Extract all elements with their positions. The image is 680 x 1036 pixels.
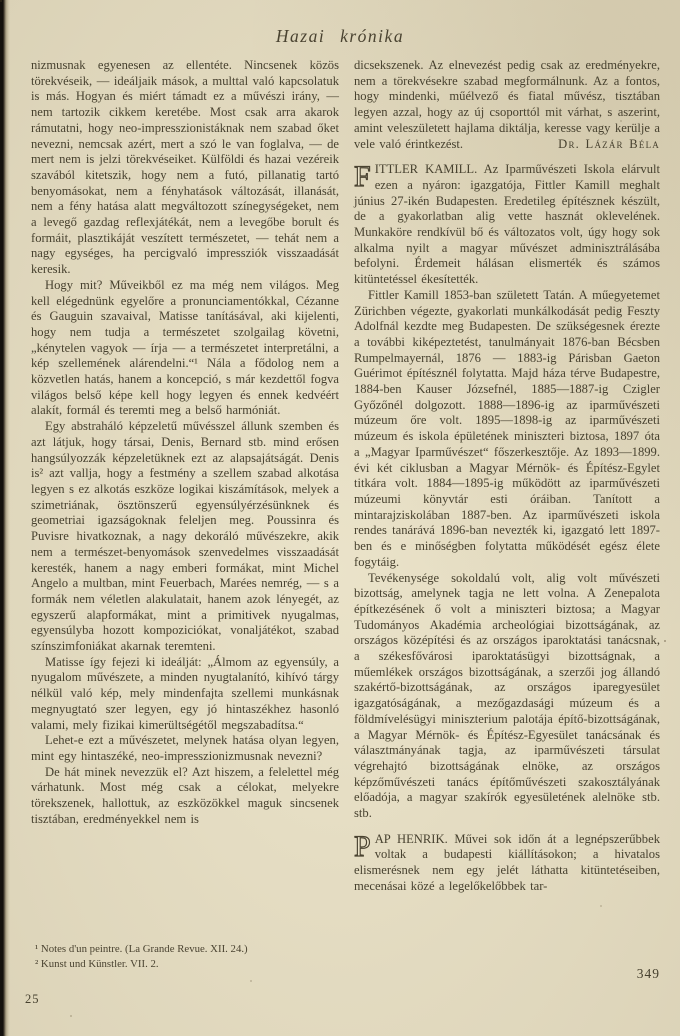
obituary-section-pap bbox=[354, 829, 660, 895]
paragraph: Lehet-e ezt a művészetet, melynek hatása olyan legyen, mint egy hintaszéké, neo-impresszionizmusnak nevezni? bbox=[31, 733, 339, 763]
paper-specks bbox=[0, 0, 2, 2]
section-text: AP HENRIK. Művei sok időn át a legnépszerűbbek voltak a budapesti kiállításokon; a hivatalos elismerésnek nem egy jelét láthatta kitüntetéseiben, mecenásai közé a legelőkelőbbek tar- bbox=[354, 831, 660, 893]
page-binding-edge bbox=[0, 0, 10, 1036]
obituary-section-fittler bbox=[354, 162, 660, 288]
author-signature: Dr. Lázár Béla bbox=[558, 136, 660, 151]
paragraph: Matisse így fejezi ki ideálját: „Álmom az egyensúly, a nyugalom művészete, a minden nyugtalanító, kihívó tárgy nélkül való kép, mely mindenfajta szellemi munkásnak megnyugtató szer legyen, egy jó hintaszékhez hasonló valami, mely fizikai kimerültségétől megszabadítsa.“ bbox=[31, 654, 339, 732]
paragraph: Tevékenysége sokoldalú volt, alig volt művészeti bizottság, amelynek tagja ne lett volna. A Zenepalota építkezésének ő volt a miniszteri biztosa; a Magyar Tudományos Akadémia archeológiai bizottságának, az országos középítési és az országos iparoktatási tanácsnak, a székesfővárosi iparoktatásügyi bizottságnak, a műemlékek országos bizottságának, a szerzői jog állandó szakértő-bizottságának, az országos iparegyesület igazgatóságának, a mezőgazdasági múzeum és a földmívelésügyi miniszterium palotája építő-bizottságának, a Magyar Mérnök- és Építész-Egyesület tanácsának és választmányának tagja, az iparművészeti társulat végrehajtó bizottságának elnöke, az országos képzőművészeti tanács építőművészeti szakosztályának előadója, a magyar szakírók egyesületének alelnöke stb. stb. bbox=[354, 570, 660, 821]
drop-cap-initial: F bbox=[354, 160, 371, 194]
drop-cap-initial: P bbox=[354, 829, 371, 863]
page-number-right: 349 bbox=[636, 966, 660, 981]
page-number-left: 25 bbox=[25, 992, 40, 1006]
right-column bbox=[354, 58, 660, 895]
paragraph: Fittler Kamill 1853-ban született Tatán. A műegyetemet Zürichben végezte, gyakorlati munkálkodását pedig Feszty Adolfnál kezdte meg Budapesten. De szükségesnek érezte a további kiképeztetést, tanulmányait 1876-ban Bécsben Rumpelmayernál, 1876 — 1883-ig Párisban Gaeton Guérimot építésznél folytatta. Majd háza térve Budapestre, 1884-ben Kauser Józsefnél, 1885—1887-ig Czigler Győzőnél dolgozott. 1888—1896-ig az iparművészeti múzeum őre volt. 1895—1898-ig az iparművészeti múzeum és iskola épületének miniszteri biztosa, 1897 óta a „Magyar Iparművészet“ főszerkesztője. Az 1893—1899. évi két ciklusban a Magyar Mérnök- és Építész-Egylet titkára volt. 1884—1895-ig működött az iparművészeti múzeumi könyvtár esti óráiban. Tanított a mintarajziskolában 1887-ben. Az iparművészeti iskola rendes tanárává 1896-ban nevezték ki, igazgató lett 1897-ben és e minőségben folytatta működését egész élete fogytáig. bbox=[354, 287, 660, 569]
paragraph: nizmusnak egyenesen az ellentéte. Nincsenek közös törekvéseik, — ideáljaik mások, a multtal való kapcsolatuk is más. Hogyan és miért támadt ez a művészi irány, — nem tartozik cikkem keretébe. Most csak arra akarok rámutatni, hogy neo-impresszionistáknak nem szabad őket nevezni, nemcsak azért, mert a szó le van foglalva, — de mert nem is jelzi törekvéseiket. Külföldi és hazai vezéreik szavából kitetszik, hogy nem a futó, pillanatig tartó benyomásokat, nem a fényhatások változását, illanását, nem a fény hatása alatt megváltozott színegységeket, nem a levegő gazdag reflexjátékát, nem a levegőbe borult és formáit, plasztikáját veszített természetet, — tehát nem a nagy egységes, ha percigvaló impressziók visszaadását keresik. bbox=[31, 58, 339, 277]
footnote-2: ² Kunst und Künstler. VII. 2. bbox=[35, 957, 159, 970]
paragraph: Hogy mit? Műveikből ez ma még nem világos. Meg kell elégednünk egyelőre a pronunciamentókkal, Cézanne és Gauguin szavaival, Matisse tanításával, aki kijelenti, hogy nem tudja a természetet szolgailag követni, „kénytelen vagyok — írja — a természetet interpretálni, a kép szellemének alárendelni.“¹ Nála a fődolog nem a közvetlen hatás, hanem a koncepció, s már kezdettől fogva világos belső képe kell hogy legyen és ennek kedvéért alakít, formál és teremti meg a belső harmóniát. bbox=[31, 277, 339, 418]
paragraph-text: dicsekszenek. Az elnevezést pedig csak az eredményekre, nem a törekvésekre szabad megformálnunk. Az a fontos, hogy mindenki, műélvező és fiatal művész, tisztában legyen azzal, hogy az új csoporttól mit várhat, s aszerint, amint veleszületett hajlama diktálja, keresse vagy kerülje a vele való érintkezést. bbox=[354, 58, 660, 151]
paragraph: De hát minek nevezzük el? Azt hiszem, a felelettel még várhatunk. Most még csak a célokat, melyekre törekszenek, hallottuk, az eszközökkel maguk sincsenek tisztában, eredményekkel nem is bbox=[31, 764, 339, 826]
left-column bbox=[31, 58, 339, 827]
footnote-1: ¹ Notes d'un peintre. (La Grande Revue. XII. 24.) bbox=[35, 943, 248, 955]
footnotes bbox=[31, 942, 339, 971]
running-head: Hazai krónika bbox=[275, 26, 405, 46]
paragraph: Egy abstraháló képzeletű művésszel állunk szemben és azt látjuk, hogy társai, Denis, Bernard stb. mind erősen hangsúlyozzák képzeletüknek ezt az alapsajátságát. Denis is² azt vallja, hogy a festmény a szellem szabad alkotása legyen s ez alkotás eszköze logikai kiszámítások, melyek a szimetriának, ösztönszerű egyensúlyérzésünknek és geometriai igazságoknak feleljen meg. Poussinra és Puvisre hivatkoznak, a nagy dekoráló művészekre, akik nem a természet-benyomások szenvedelmes visszaadását keresték, hanem a nagy emberi formákat, mint Michel Angelo a multban, mint Feuerbach, Marées nemrég, — s a formák nem véletlen alakulatait, hanem azok lényegét, az egyszerű alapformákat, mint a primitivek nyugalmas, egyensúlyba hozott kompoziciókat, vonaljátékot, szabad színszimfoniákat akarnak teremteni. bbox=[31, 419, 339, 654]
paragraph-continuation bbox=[354, 58, 660, 152]
section-text: ITTLER KAMILL. Az Iparművészeti Iskola elárvult ezen a nyáron: igazgatója, Fittler Kamill meghalt június 27-ikén Budapesten. Eredetileg építésznek készült, de a gyakorlatban alig vette hasznát oklevelének. Munkaköre rendkívül bő és változatos volt, úgy hogy sok alkalma nyilt a magyar művészet adminisztrálásába befolyni. Érdemeit hálásan elismerték és számos kitüntetéssel ékesítették. bbox=[354, 162, 660, 287]
